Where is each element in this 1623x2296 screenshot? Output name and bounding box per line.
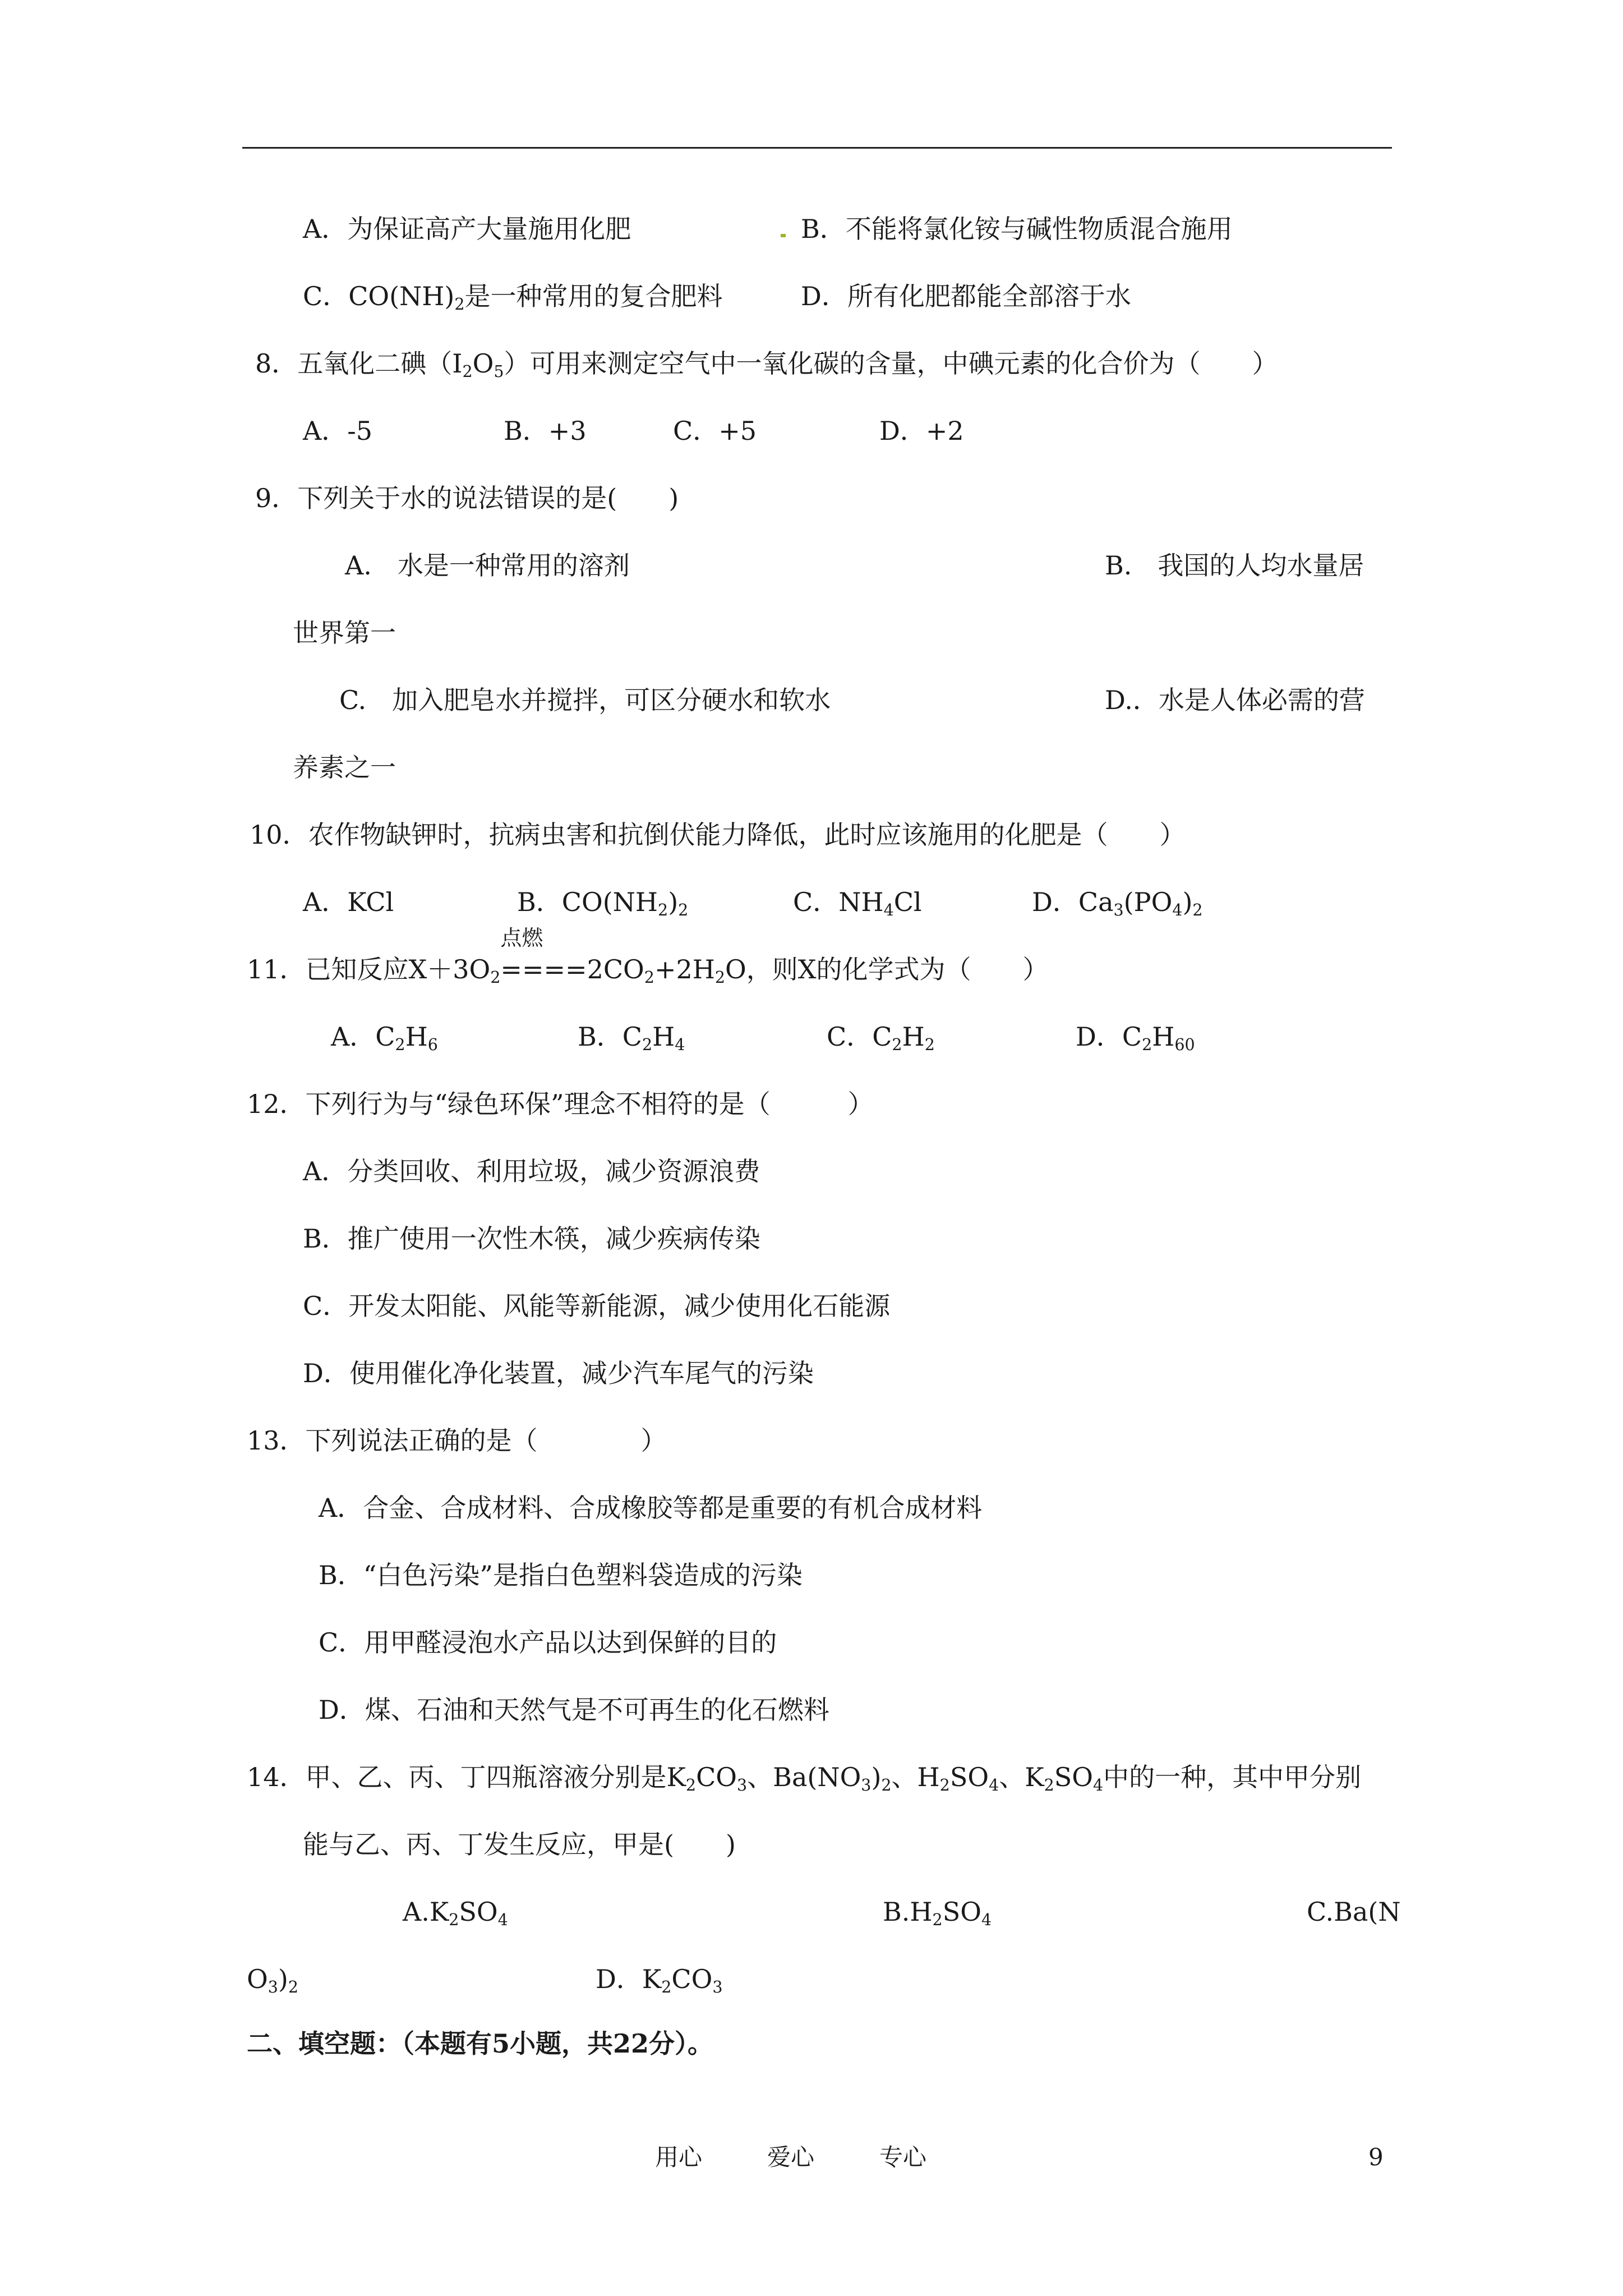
q8-stem: 8．五氧化二碘$(I_2O_5)$可用来测定空气中一氧化碳的含量，中碘元素的化合价为（ ）	[255, 348, 1278, 381]
q10-option-c: C．$NH_4Cl$	[793, 887, 922, 919]
q14-stem-line-2: 能与乙、丙、丁发生反应，甲是( )	[303, 1829, 736, 1860]
q14-option-a: $A.K_2SO_4$	[403, 1897, 508, 1929]
section-2-heading: 二、填空题：（本题有5小题，共22分）。	[247, 2028, 714, 2059]
q9-option-d-cont: 养素之一	[293, 752, 396, 783]
reaction-arrow: 点燃 ====2CO	[500, 926, 644, 984]
q7-option-a: A．为保证高产大量施用化肥	[303, 214, 631, 244]
q9-option-d: D.．水是人体必需的营	[1105, 685, 1365, 715]
q8-option-c: C．+5	[673, 416, 757, 446]
q11-stem: 11．已知反应$X+3O_2$ 点燃 $====2CO_2+2H_2O$，则X的化学式为（ ）	[247, 926, 1049, 987]
q13-option-d: D．煤、石油和天然气是不可再生的化石燃料	[319, 1695, 829, 1725]
q7-option-c: C．$CO(NH)_2$是一种常用的复合肥料	[303, 281, 723, 314]
q10-option-b: B．$CO(NH_2)_2$	[517, 887, 689, 919]
q13-option-b: B．“白色污染”是指白色塑料袋造成的污染	[319, 1560, 803, 1590]
q12-option-b: B．推广使用一次性木筷，减少疾病传染	[303, 1223, 760, 1254]
q11-option-d: D．$C_2H_{60}$	[1076, 1022, 1195, 1054]
q12-option-a: A．分类回收、利用垃圾，减少资源浪费	[303, 1156, 760, 1186]
q8-option-b: B．+3	[504, 416, 587, 446]
q9-option-b: B. 我国的人均水量居	[1105, 550, 1364, 581]
q14-stem-line-1: 14．甲、乙、丙、丁四瓶溶液分别是$K_2CO_3$、$Ba(NO_3)_2$、$H_2SO_4$、$K_2SO_4$中的一种，其中甲分别	[247, 1762, 1362, 1795]
q13-stem: 13．下列说法正确的是（ ）	[247, 1425, 667, 1456]
q7-option-b: B．不能将氯化铵与碱性物质混合施用	[801, 214, 1233, 244]
q8-option-d: D．+2	[879, 416, 964, 446]
q9-stem: 9．下列关于水的说法错误的是( )	[255, 483, 679, 513]
q14-option-c: C.Ba(N	[1307, 1897, 1401, 1927]
footer-motto-1: 用心	[655, 2143, 703, 2171]
page-number: 9	[1368, 2143, 1384, 2171]
q8-option-a: A．-5	[303, 416, 373, 446]
q11-option-b: B．$C_2H_4$	[578, 1022, 685, 1054]
q10-stem: 10．农作物缺钾时，抗病虫害和抗倒伏能力降低，此时应该施用的化肥是（ ）	[250, 820, 1186, 850]
q13-option-c: C．用甲醛浸泡水产品以达到保鲜的目的	[319, 1627, 777, 1658]
footer-motto-3: 专心	[879, 2143, 927, 2171]
q10-option-d: D．$Ca_3(PO_4)_2$	[1032, 887, 1203, 919]
q12-option-d: D．使用催化净化装置，减少汽车尾气的污染	[303, 1358, 814, 1388]
q10-option-a: A．KCl	[303, 887, 394, 917]
q9-option-c: C. 加入肥皂水并搅拌，可区分硬水和软水	[339, 685, 831, 715]
q13-option-a: A．合金、合成材料、合成橡胶等都是重要的有机合成材料	[319, 1493, 983, 1523]
q11-option-a: A．$C_2H_6$	[331, 1022, 438, 1054]
q9-option-b-cont: 世界第一	[293, 618, 396, 648]
q12-option-c: C．开发太阳能、风能等新能源，减少使用化石能源	[303, 1291, 891, 1321]
q11-option-c: C．$C_2H_2$	[827, 1022, 935, 1054]
q14-option-c-cont: $O_3)_2$	[247, 1964, 298, 1996]
stray-mark	[781, 234, 786, 237]
footer-motto-2: 爱心	[767, 2143, 815, 2171]
header-rule	[242, 147, 1392, 149]
q14-option-d: D．$K_2CO_3$	[596, 1964, 723, 1996]
q9-option-a: A. 水是一种常用的溶剂	[345, 550, 630, 581]
reaction-condition: 点燃	[500, 926, 543, 950]
q12-stem: 12．下列行为与“绿色环保”理念不相符的是（ ）	[247, 1089, 874, 1119]
q14-option-b: $B.H_2SO_4$	[883, 1897, 992, 1929]
q7-option-d: D．所有化肥都能全部溶于水	[801, 281, 1131, 311]
